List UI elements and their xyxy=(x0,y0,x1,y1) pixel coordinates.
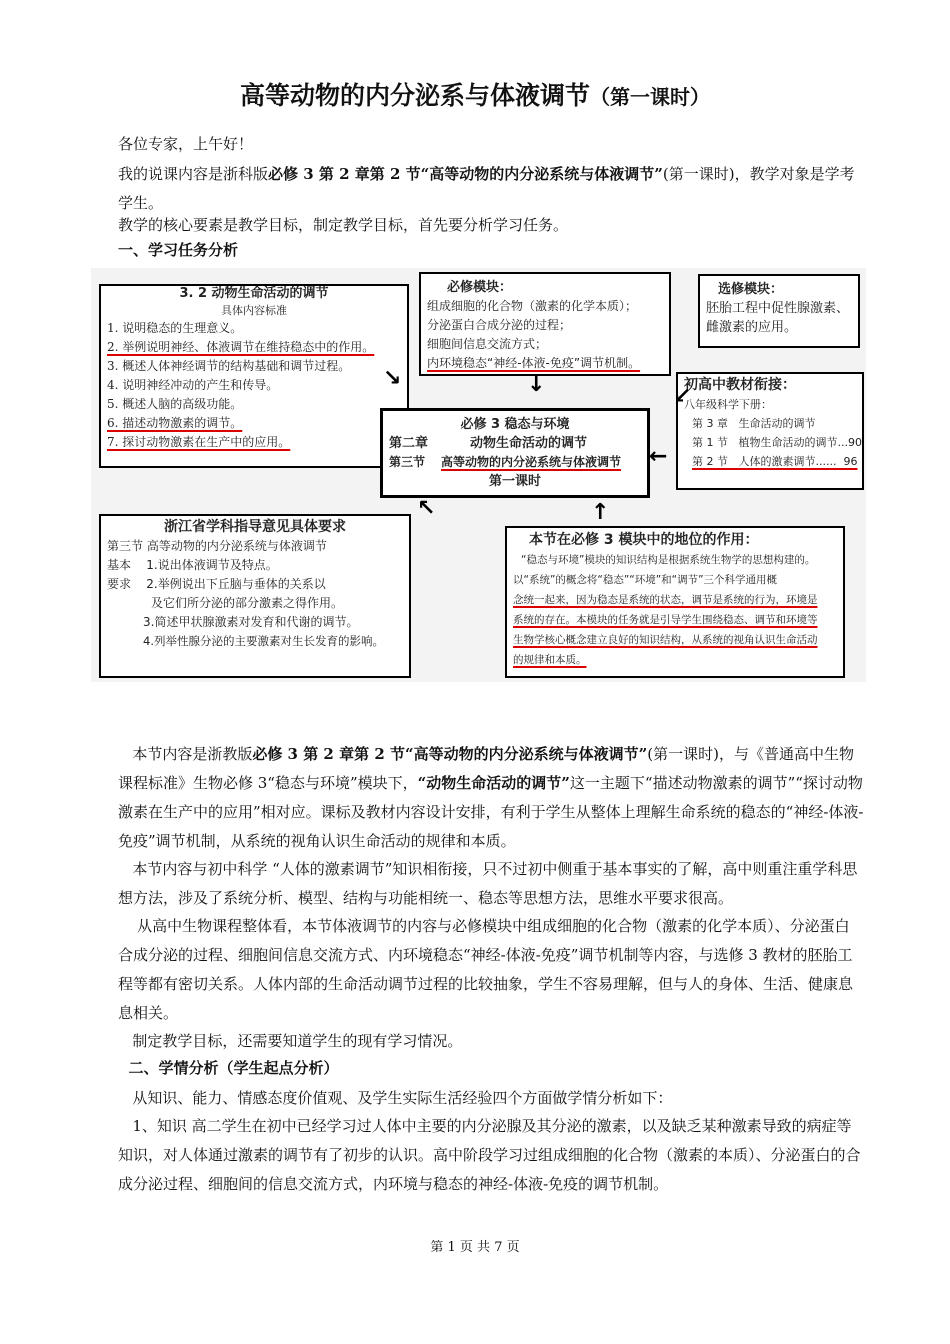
paragraph-3 xyxy=(118,912,864,1028)
curriculum-subtitle: 具体内容标准 xyxy=(221,304,287,317)
page-title xyxy=(0,76,950,112)
std-item-2: 2. 举例说明神经、体液调节在维持稳态中的作用。 xyxy=(107,340,375,354)
std-item-4: 4. 说明神经冲动的产生和传导。 xyxy=(107,378,279,392)
center-chapter: 第二章 xyxy=(389,436,429,451)
zj-item-2: 2.举例说出下丘脑与垂体的关系以 xyxy=(146,577,326,591)
required-line-2: 分泌蛋白合成分泌的过程； xyxy=(427,318,572,332)
center-line-1: 必修 3 稳态与环境 xyxy=(460,417,570,432)
zj-label-2: 要求 xyxy=(107,577,132,591)
junior-row-2-ch: 第 1 节 xyxy=(692,436,728,449)
center-lesson: 第一课时 xyxy=(488,474,541,489)
position-line-4: 系统的存在。本模块的任务就是引导学生围绕稳态、调节和环境等 xyxy=(513,614,818,626)
para2-text: 本节内容与初中科学 “人体的激素调节”知识相衔接，只不过初中侧重于基本事实的了解，高中则重注重学科思想方法，涉及了系统分析、模型、结构与功能相统一、稳态等思想方法，思维水平要求很高。 xyxy=(118,860,858,907)
para1-a: 本节内容是浙教版 xyxy=(132,745,253,763)
task-analysis-diagram xyxy=(91,268,866,682)
paragraph-4 xyxy=(118,1027,864,1056)
position-line-1: “稳态与环境”模块的知识结构是根据系统生物学的思想构建的。 xyxy=(521,554,816,566)
junior-row-1-name: 生命活动的调节 xyxy=(738,417,816,430)
position-line-6: 的规律和本质。 xyxy=(513,654,587,666)
elective-title: 选修模块： xyxy=(718,282,784,297)
curriculum-standard-box xyxy=(99,284,409,468)
elective-line-2: 雌激素的应用。 xyxy=(706,320,798,335)
zj-label-1: 基本 xyxy=(107,558,132,572)
section-heading-2 xyxy=(118,1057,338,1078)
junior-row-2-name: 植物生命活动的调节 xyxy=(738,436,838,449)
curriculum-title: 3. 2 动物生命活动的调节 xyxy=(179,286,329,301)
arrow-from-standard-icon: ↘ xyxy=(383,366,402,391)
arrow-from-position-icon: ↑ xyxy=(591,500,610,525)
std-item-7: 7. 探讨动物激素在生产中的应用。 xyxy=(107,435,291,449)
required-line-4: 内环境稳态“神经-体液-免疫”调节机制。 xyxy=(427,356,641,370)
para3-text: 从高中生物课程整体看，本节体液调节的内容与必修模块中组成细胞的化合物（激素的化学本质）、分泌蛋白合成分泌的过程、细胞间信息交流方式、内环境稳态“神经-体液-免疫”调节机制等内容，与选修 3 教材的胚胎工程等都有密切关系。人体内部的生命活动调节过程的比较抽象，学生不容易理解，但与人的身体、生活、健康息息相关。 xyxy=(118,917,854,1022)
intro-bold: 必修 3 第 2 章第 2 节“高等动物的内分泌系统与体液调节” xyxy=(268,165,663,183)
zhejiang-guidance-box xyxy=(99,514,411,678)
zj-item-5: 4.列举性腺分泌的主要激素对生长发育的影响。 xyxy=(143,634,384,648)
core-paragraph: 教学的核心要素是教学目标，制定教学目标，首先要分析学习任务。 xyxy=(118,216,569,234)
para1-d: “动物生命活动的调节” xyxy=(417,774,570,792)
elective-line-1: 胚胎工程中促性腺激素、 xyxy=(706,301,850,316)
paragraph-6 xyxy=(118,1112,864,1199)
intro-post: (第一课时)，教学对象是学考学生。 xyxy=(118,165,855,212)
zj-item-1: 1.说出体液调节及特点。 xyxy=(146,558,278,572)
std-item-1: 1. 说明稳态的生理意义。 xyxy=(107,321,243,335)
junior-row-3-ch: 第 2 节 xyxy=(692,455,728,468)
center-section-name: 高等动物的内分泌系统与体液调节 xyxy=(441,455,622,469)
section2-text: 二、学情分析（学生起点分析） xyxy=(128,1059,339,1077)
para5-text: 从知识、能力、情感态度价值观、及学生实际生活经验四个方面做学情分析如下： xyxy=(132,1089,673,1107)
arrow-from-junior-icon: ← xyxy=(649,444,668,469)
std-item-3: 3. 概述人体神经调节的结构基础和调节过程。 xyxy=(107,359,351,373)
junior-link-box: 初高中教材衔接： 八年级科学下册： 第 3 章 生命活动的调节 第 1 节 植物生命活动的调节...90 第 2 节 人体的激素调节...... 96 xyxy=(676,372,864,490)
junior-row-2-page: 90 xyxy=(848,436,862,449)
para1-c: (第一课时)，与《普通高中生物课程标准》生物必修 3“稳态与环境”模块下， xyxy=(118,745,854,792)
section-heading-1: 一、学习任务分析 xyxy=(118,241,239,259)
position-title: 本节在必修 3 模块中的地位的作用： xyxy=(529,532,759,548)
title-sub: （第一课时） xyxy=(590,85,710,109)
required-title: 必修模块： xyxy=(447,280,513,295)
greeting: 各位专家，上午好！ xyxy=(118,135,254,153)
std-item-5: 5. 概述人脑的高级功能。 xyxy=(107,397,243,411)
junior-row-3-page: 96 xyxy=(843,455,858,468)
junior-title: 初高中教材衔接： xyxy=(684,377,796,393)
position-role-box xyxy=(505,526,845,678)
paragraph-1 xyxy=(118,740,864,856)
elective-module-box xyxy=(698,274,860,348)
para6-text: 1、知识 高二学生在初中已经学习过人体中主要的内分泌腺及其分泌的激素，以及缺乏某种激素导致的病症等知识，对人体通过激素的调节有了初步的认识。高中阶段学习过组成细胞的化合物（激素的本质）、分泌蛋白的合成分泌过程、细胞间的信息交流方式，内环境与稳态的神经-体液-免疫的调节机制。 xyxy=(118,1117,861,1193)
arrow-from-guidance-icon: ↖ xyxy=(417,496,436,521)
paragraph-5 xyxy=(118,1084,864,1113)
center-textbook-box xyxy=(380,408,650,498)
arrow-from-required-icon: ↓ xyxy=(527,372,546,397)
arrow-from-elective-icon: ↙ xyxy=(673,384,692,409)
zj-item-3: 及它们所分泌的部分激素之得作用。 xyxy=(151,596,344,610)
junior-row-1-ch: 第 3 章 xyxy=(692,417,728,430)
junior-book: 八年级科学下册： xyxy=(684,398,772,411)
position-line-3: 念统一起来，因为稳态是系统的状态，调节是系统的行为，环境是 xyxy=(513,594,818,606)
zj-title: 浙江省学科指导意见具体要求 xyxy=(164,519,346,535)
position-line-5: 生物学核心概念建立良好的知识结构，从系统的视角认识生命活动 xyxy=(513,634,818,646)
required-line-3: 细胞间信息交流方式； xyxy=(427,337,548,351)
zj-line-1: 第三节 高等动物的内分泌系统与体液调节 xyxy=(107,539,327,553)
required-line-1: 组成细胞的化合物（激素的化学本质）； xyxy=(427,299,638,313)
center-chapter-name: 动物生命活动的调节 xyxy=(470,436,588,451)
center-section: 第三节 xyxy=(389,455,426,469)
title-main: 高等动物的内分泌系与体液调节 xyxy=(239,81,590,110)
para1-e: 这一主题下“描述动物激素的调节”“探讨动物激素在生产中的应用”相对应。课标及教材内容设计安排，有利于学生从整体上理解生命系统的稳态的“神经-体液-免疫”调节机制，从系统的视角认识生命活动的规律和本质。 xyxy=(118,774,864,850)
std-item-6: 6. 描述动物激素的调节。 xyxy=(107,416,243,430)
position-line-2: 以“系统”的概念将“稳态”“环境”和“调节”三个科学通用概 xyxy=(513,574,778,586)
required-module-box xyxy=(419,272,671,376)
junior-row-3-name: 人体的激素调节 xyxy=(738,455,816,468)
intro-paragraph xyxy=(118,160,864,218)
para1-b: 必修 3 第 2 章第 2 节“高等动物的内分泌系统与体液调节” xyxy=(252,745,648,763)
page-footer: 第 1 页 共 7 页 xyxy=(430,1240,520,1255)
paragraph-2 xyxy=(118,855,864,913)
para4-text: 制定教学目标，还需要知道学生的现有学习情况。 xyxy=(132,1032,463,1050)
curriculum-box-frame xyxy=(99,284,409,468)
intro-pre: 我的说课内容是浙科版 xyxy=(118,165,269,183)
zj-item-4: 3.简述甲状腺激素对发育和代谢的调节。 xyxy=(143,615,359,629)
